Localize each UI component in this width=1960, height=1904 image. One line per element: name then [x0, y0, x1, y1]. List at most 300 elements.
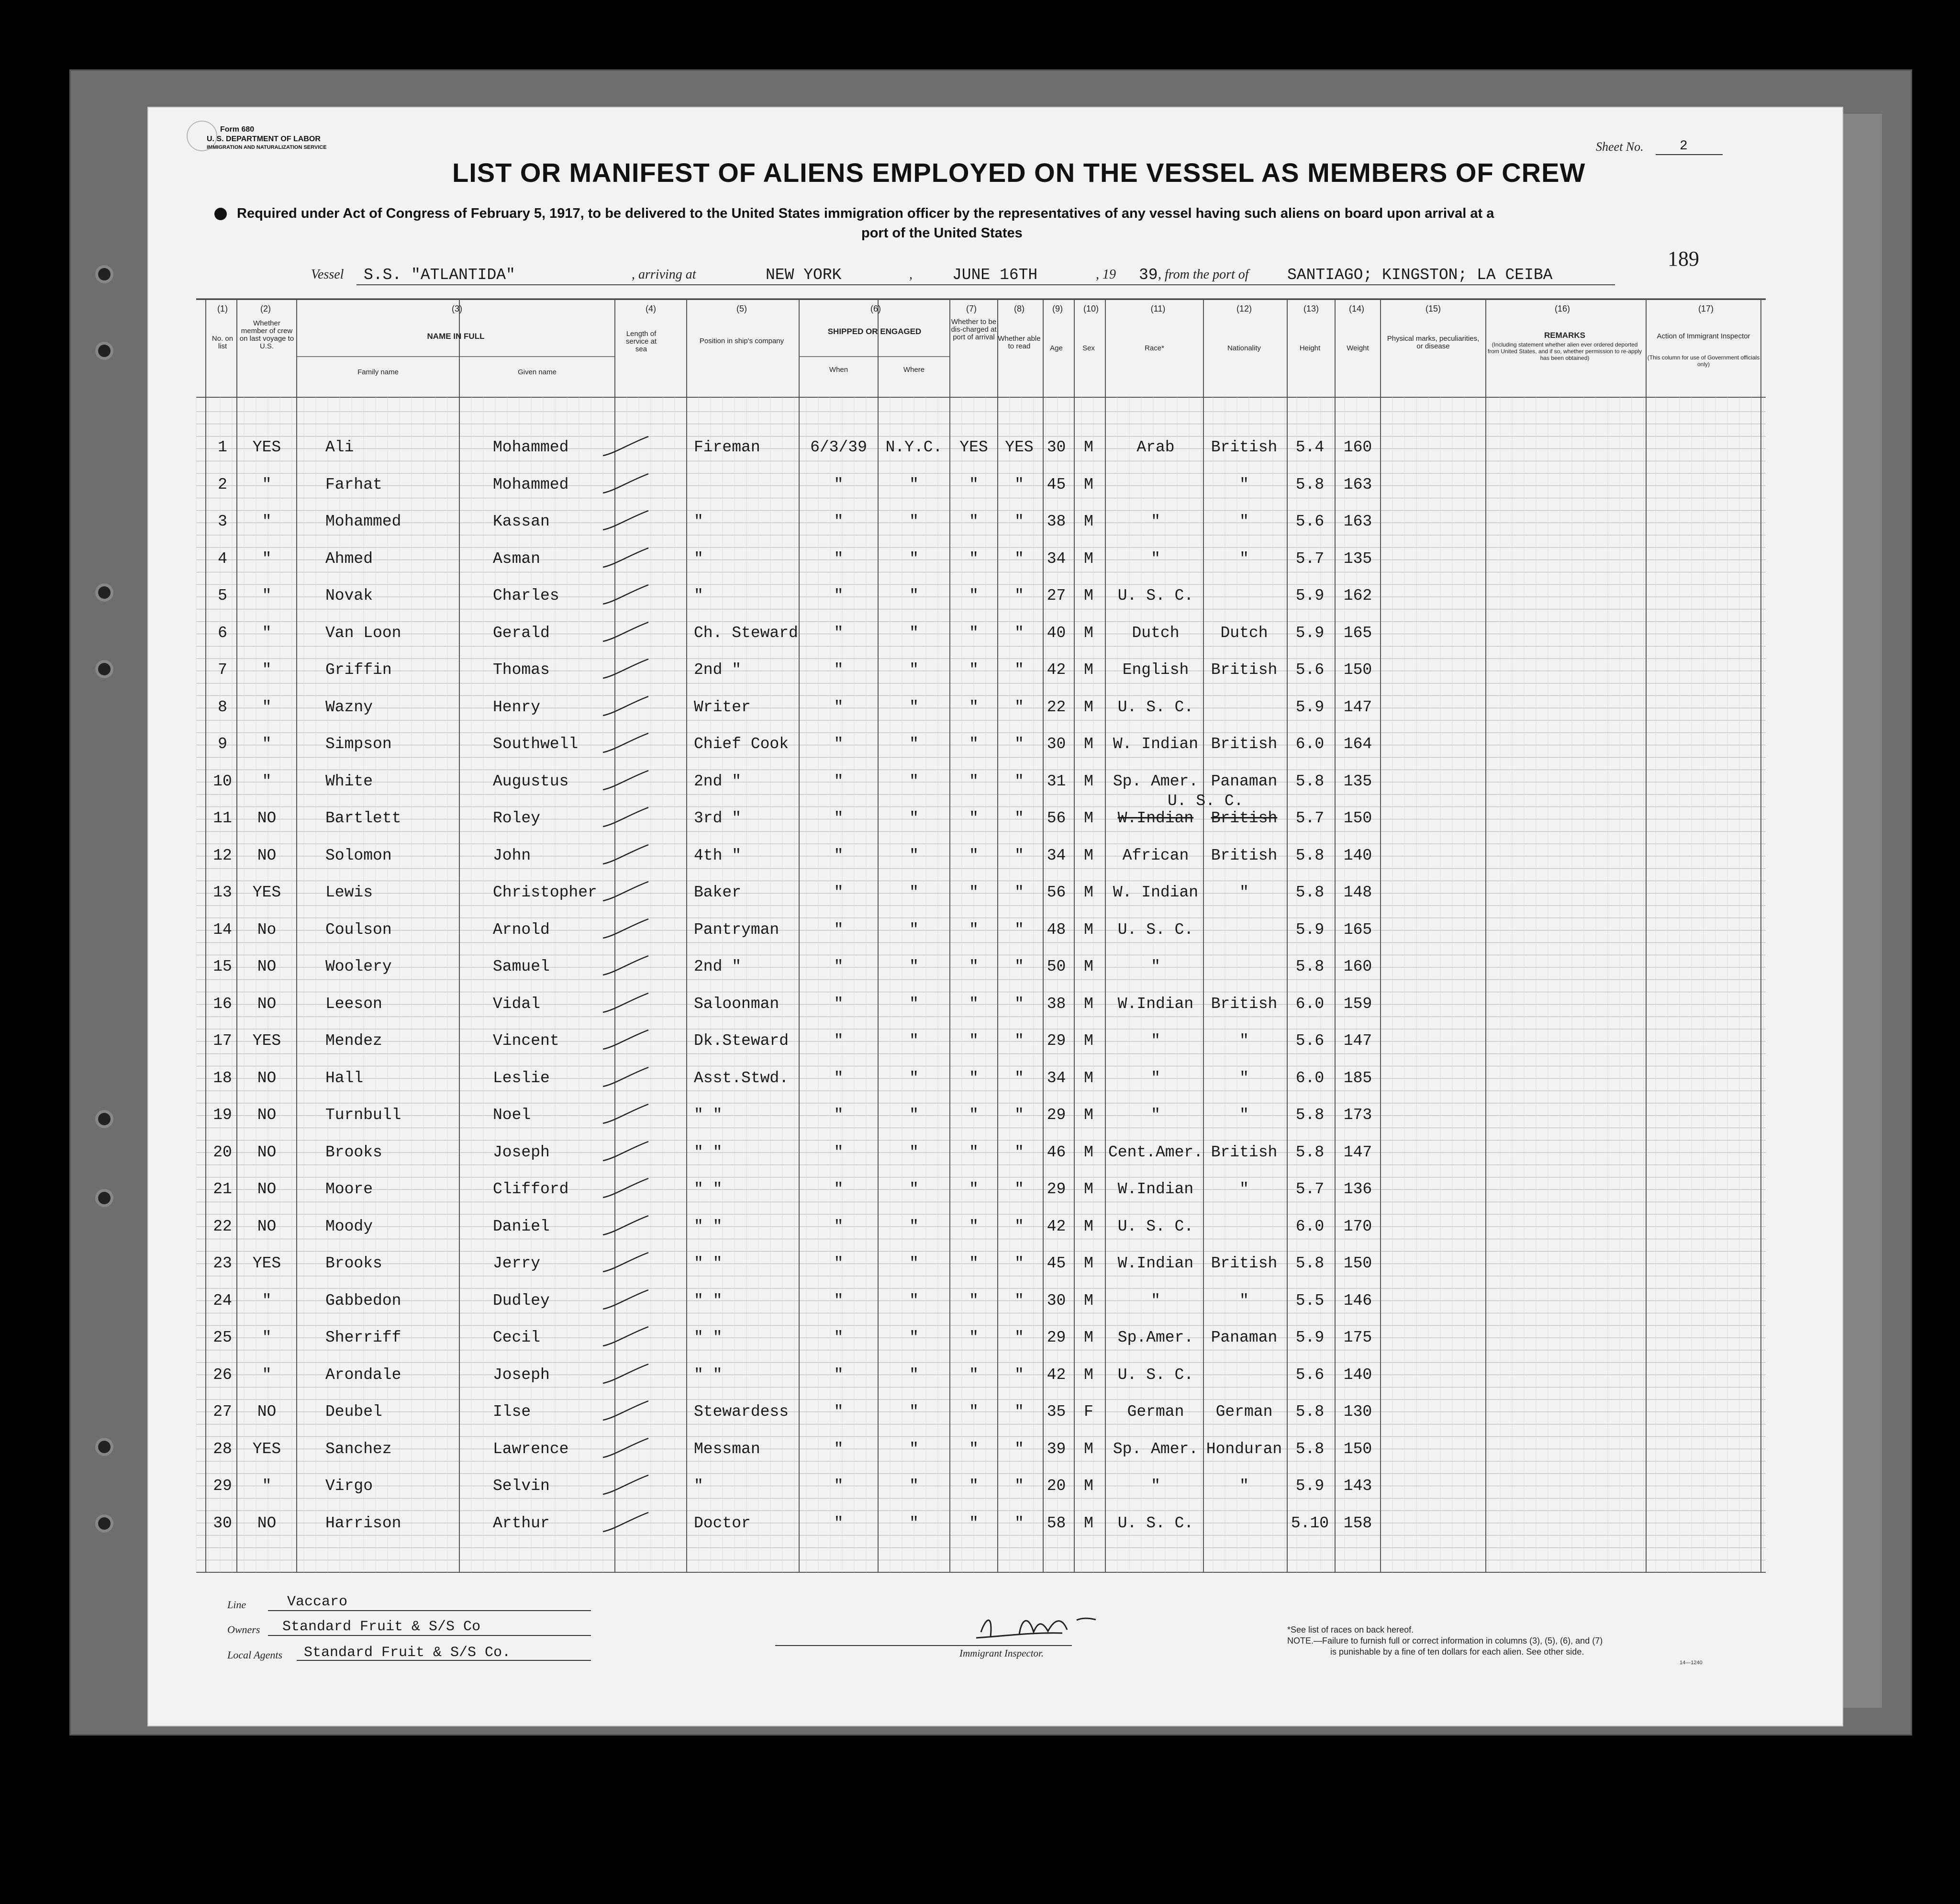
- cell-position: " ": [694, 1180, 723, 1198]
- cell-height: 5.7: [1295, 549, 1325, 568]
- cell-weight: 160: [1343, 958, 1372, 975]
- cell-height: 5.9: [1295, 624, 1325, 642]
- cell-where: ": [909, 1366, 919, 1384]
- cell-race: ": [1151, 1477, 1160, 1495]
- cell-height: 5.4: [1295, 438, 1325, 456]
- cell-family: Wazny: [325, 698, 373, 716]
- cell-age: 42: [1047, 661, 1066, 679]
- cell-when: ": [834, 920, 844, 939]
- cell-where: ": [909, 1291, 919, 1310]
- cell-age: 46: [1047, 1143, 1066, 1161]
- cell-weight: 185: [1343, 1069, 1372, 1087]
- cell-race: U. S. C.: [1117, 1514, 1194, 1532]
- cell-given: Arthur: [493, 1514, 550, 1532]
- cell-age: 34: [1047, 846, 1066, 864]
- cell-nat: British: [1211, 1254, 1278, 1272]
- cell-height: 5.9: [1295, 920, 1325, 939]
- cell-when: ": [834, 1366, 844, 1384]
- cell-nat: British: [1211, 1143, 1278, 1161]
- cell-read: ": [1014, 1254, 1024, 1272]
- hdr-position: Position in ship's company: [699, 337, 784, 345]
- hdr-no-on-list: No. on list: [212, 335, 234, 350]
- cell-weight: 160: [1343, 438, 1372, 456]
- cell-given: Kassan: [493, 513, 550, 530]
- cell-nat: ": [1239, 1291, 1249, 1310]
- cell-height: 5.8: [1295, 1440, 1325, 1458]
- cell-given: Arnold: [493, 920, 550, 939]
- cell-when: ": [834, 958, 844, 975]
- cell-race: U. S. C.: [1117, 1366, 1194, 1384]
- cell-family: Leeson: [325, 995, 382, 1013]
- cell-nat: British: [1211, 995, 1278, 1013]
- cell-no: 8: [218, 698, 227, 716]
- cell-age: 29: [1047, 1032, 1066, 1050]
- line-label: Line: [227, 1599, 246, 1611]
- cell-read: ": [1014, 1514, 1024, 1532]
- cell-sex: M: [1084, 1329, 1093, 1346]
- hdr-when: When: [829, 366, 848, 374]
- cell-position: ": [694, 549, 703, 568]
- cell-weight: 165: [1343, 624, 1372, 642]
- cell-no: 5: [218, 587, 227, 605]
- cell-disch: ": [969, 772, 979, 790]
- cell-disch: ": [969, 624, 979, 642]
- cell-read: ": [1014, 624, 1024, 642]
- cell-where: ": [909, 884, 919, 901]
- cell-where: ": [909, 1069, 919, 1087]
- cell-last: ": [262, 1291, 272, 1310]
- hdr-remarks: REMARKS: [1544, 331, 1585, 340]
- cell-disch: ": [969, 1254, 979, 1272]
- cell-sex: M: [1084, 809, 1093, 827]
- cell-nat: British: [1211, 438, 1278, 456]
- cell-nat: British: [1211, 661, 1278, 679]
- cell-weight: 150: [1343, 809, 1372, 827]
- col-num-8: (8): [1014, 304, 1025, 314]
- cell-height: 5.9: [1295, 587, 1325, 605]
- cell-when: ": [834, 1180, 844, 1198]
- cell-family: Harrison: [325, 1514, 401, 1532]
- cell-where: ": [909, 1514, 919, 1532]
- cell-given: Joseph: [493, 1366, 550, 1384]
- cell-nat: British: [1211, 846, 1278, 864]
- cell-age: 34: [1047, 549, 1066, 568]
- cell-race: Sp. Amer.: [1113, 1440, 1199, 1458]
- cell-height: 5.6: [1295, 661, 1325, 679]
- cell-nat: British: [1211, 735, 1278, 753]
- cell-read: ": [1014, 587, 1024, 605]
- cell-age: 50: [1047, 958, 1066, 975]
- cell-family: Van Loon: [325, 624, 401, 642]
- cell-family: Hall: [325, 1069, 364, 1087]
- cell-last: YES: [252, 1254, 281, 1272]
- tick-mark-icon: [601, 617, 653, 646]
- cell-position: Saloonman: [694, 995, 780, 1013]
- cell-race: ": [1151, 1291, 1160, 1310]
- cell-last: ": [262, 661, 272, 679]
- cell-position: 4th ": [694, 846, 742, 864]
- cell-where: ": [909, 587, 919, 605]
- agents-label: Local Agents: [227, 1649, 283, 1661]
- col-num-11: (11): [1150, 304, 1166, 314]
- cell-when: ": [834, 475, 844, 493]
- cell-weight: 163: [1343, 513, 1372, 530]
- cell-read: YES: [1005, 438, 1034, 456]
- cell-when: ": [834, 513, 844, 530]
- cell-race: Dutch: [1132, 624, 1180, 642]
- cell-family: Sherriff: [325, 1329, 401, 1346]
- cell-age: 56: [1047, 884, 1066, 901]
- cell-family: Ali: [325, 438, 354, 456]
- cell-race: U. S. C.: [1117, 698, 1194, 716]
- cell-position: " ": [694, 1254, 723, 1272]
- cell-no: 25: [213, 1329, 232, 1346]
- cell-given: Daniel: [493, 1217, 550, 1235]
- cell-sex: M: [1084, 698, 1093, 716]
- hdr-age: Age: [1050, 344, 1063, 352]
- cell-where: ": [909, 846, 919, 864]
- cell-when: ": [834, 1217, 844, 1235]
- cell-age: 30: [1047, 1291, 1066, 1310]
- cell-when: ": [834, 1254, 844, 1272]
- department-name: U. S. DEPARTMENT OF LABOR: [207, 135, 321, 143]
- hdr-height: Height: [1299, 344, 1321, 352]
- hdr-given-name: Given name: [518, 368, 557, 376]
- cell-last: NO: [257, 1403, 277, 1421]
- cell-height: 5.6: [1295, 1032, 1325, 1050]
- cell-age: 42: [1047, 1217, 1066, 1235]
- col-num-13: (13): [1303, 304, 1319, 314]
- tick-mark-icon: [601, 766, 653, 795]
- cell-age: 29: [1047, 1180, 1066, 1198]
- cell-when: ": [834, 809, 844, 827]
- cell-where: ": [909, 958, 919, 975]
- cell-last: YES: [252, 884, 281, 901]
- cell-no: 10: [213, 772, 232, 790]
- cell-given: Clifford: [493, 1180, 569, 1198]
- cell-given: Joseph: [493, 1143, 550, 1161]
- cell-family: Simpson: [325, 735, 392, 753]
- tick-mark-icon: [601, 580, 653, 609]
- cell-disch: ": [969, 475, 979, 493]
- cell-no: 30: [213, 1514, 232, 1532]
- cell-no: 19: [213, 1106, 232, 1124]
- tick-mark-icon: [601, 1470, 653, 1499]
- cell-age: 58: [1047, 1514, 1066, 1532]
- arrival-year: 39: [1139, 266, 1158, 284]
- form-number: Form 680: [220, 125, 255, 134]
- cell-race: W.Indian: [1117, 995, 1194, 1013]
- cell-age: 45: [1047, 1254, 1066, 1272]
- cell-last: NO: [257, 1069, 277, 1087]
- cell-where: ": [909, 475, 919, 493]
- hdr-length-service: Length of service at sea: [625, 330, 657, 353]
- cell-sex: M: [1084, 624, 1093, 642]
- note-penalty: NOTE.—Failure to furnish full or correct information in columns (3), (5), (6), and (7): [1287, 1636, 1603, 1646]
- hdr-remarks-sub: (Including statement whether alien ever ordered deported from United States, and if so, whether permission to re-apply has been obtained): [1487, 341, 1642, 361]
- cell-sex: M: [1084, 1106, 1093, 1124]
- note-penalty-2: is punishable by a fine of ten dollars for each alien. See other side.: [1330, 1647, 1584, 1657]
- hdr-discharged: Whether to be dis-charged at port of arrival: [951, 318, 997, 341]
- cell-where: ": [909, 549, 919, 568]
- hdr-name-in-full: NAME IN FULL: [427, 332, 485, 341]
- cell-sex: M: [1084, 1032, 1093, 1050]
- col-num-10: (10): [1083, 304, 1099, 314]
- cell-no: 3: [218, 513, 227, 530]
- cell-last: NO: [257, 958, 277, 975]
- cell-race: U. S. C.: [1117, 1217, 1194, 1235]
- cell-last: NO: [257, 1217, 277, 1235]
- cell-no: 20: [213, 1143, 232, 1161]
- cell-race: German: [1127, 1403, 1184, 1421]
- cell-race: ": [1151, 958, 1160, 975]
- cell-disch: ": [969, 1143, 979, 1161]
- cell-last: YES: [252, 438, 281, 456]
- cell-no: 1: [218, 438, 227, 456]
- tick-mark-icon: [601, 1396, 653, 1425]
- cell-race: W. Indian: [1113, 884, 1199, 901]
- tick-mark-icon: [601, 654, 653, 683]
- cell-where: ": [909, 1403, 919, 1421]
- cell-sex: M: [1084, 1180, 1093, 1198]
- cell-where: ": [909, 1254, 919, 1272]
- cell-given: Vincent: [493, 1032, 559, 1050]
- cell-weight: 164: [1343, 735, 1372, 753]
- hdr-where: Where: [903, 366, 925, 374]
- cell-disch: YES: [959, 438, 988, 456]
- cell-height: 5.7: [1295, 809, 1325, 827]
- cell-weight: 175: [1343, 1329, 1372, 1346]
- print-code: 14—1240: [1680, 1660, 1703, 1666]
- cell-height: 5.9: [1295, 698, 1325, 716]
- tick-mark-icon: [601, 803, 653, 831]
- cell-disch: ": [969, 1366, 979, 1384]
- cell-race: Cent.Amer.: [1108, 1143, 1203, 1161]
- cell-height: 5.8: [1295, 884, 1325, 901]
- cell-height: 5.8: [1295, 1403, 1325, 1421]
- cell-read: ": [1014, 1069, 1024, 1087]
- cell-sex: M: [1084, 475, 1093, 493]
- cell-nat: ": [1239, 513, 1249, 530]
- cell-when: ": [834, 1514, 844, 1532]
- cell-read: ": [1014, 920, 1024, 939]
- cell-family: Gabbedon: [325, 1291, 401, 1310]
- cell-when: ": [834, 1032, 844, 1050]
- cell-race: English: [1122, 661, 1189, 679]
- cell-race: W.Indian: [1117, 1254, 1194, 1272]
- cell-age: 35: [1047, 1403, 1066, 1421]
- cell-when: ": [834, 1329, 844, 1346]
- cell-position: Doctor: [694, 1514, 751, 1532]
- cell-family: Lewis: [325, 884, 373, 901]
- cell-weight: 140: [1343, 1366, 1372, 1384]
- tick-mark-icon: [601, 1025, 653, 1054]
- cell-sex: M: [1084, 438, 1093, 456]
- hdr-able-read: Whether able to read: [998, 335, 1041, 350]
- cell-race: ": [1151, 1032, 1160, 1050]
- cell-sex: M: [1084, 1440, 1093, 1458]
- cell-when: ": [834, 661, 844, 679]
- cell-read: ": [1014, 1440, 1024, 1458]
- cell-weight: 158: [1343, 1514, 1372, 1532]
- departure-ports: SANTIAGO; KINGSTON; LA CEIBA: [1287, 266, 1553, 284]
- cell-nat: ": [1239, 1106, 1249, 1124]
- hdr-shipped: SHIPPED OR ENGAGED: [827, 327, 922, 336]
- cell-given: John: [493, 846, 531, 864]
- cell-nat: Panaman: [1211, 772, 1278, 790]
- cell-last: NO: [257, 846, 277, 864]
- cell-where: ": [909, 1440, 919, 1458]
- inspector-signature: [967, 1603, 1148, 1646]
- cell-no: 18: [213, 1069, 232, 1087]
- cell-last: No: [257, 920, 277, 939]
- cell-height: 5.9: [1295, 1329, 1325, 1346]
- cell-age: 31: [1047, 772, 1066, 790]
- cell-last: YES: [252, 1032, 281, 1050]
- cell-weight: 170: [1343, 1217, 1372, 1235]
- cell-position: Messman: [694, 1440, 760, 1458]
- cell-sex: M: [1084, 995, 1093, 1013]
- cell-sex: M: [1084, 846, 1093, 864]
- hdr-physical: Physical marks, peculiarities, or disease: [1387, 335, 1480, 350]
- owners-underline: [268, 1635, 591, 1636]
- cell-last: ": [262, 1366, 272, 1384]
- cell-read: ": [1014, 549, 1024, 568]
- arriving-label: , arriving at: [632, 267, 696, 282]
- col-num-17: (17): [1698, 304, 1714, 314]
- cell-sex: M: [1084, 772, 1093, 790]
- cell-position: Stewardess: [694, 1403, 789, 1421]
- cell-position: Ch. Steward: [694, 624, 798, 642]
- tick-mark-icon: [601, 506, 653, 535]
- cell-family: Farhat: [325, 475, 382, 493]
- form-title: LIST OR MANIFEST OF ALIENS EMPLOYED ON THE VESSEL AS MEMBERS OF CREW: [452, 157, 1586, 188]
- cell-age: 30: [1047, 438, 1066, 456]
- service-name: IMMIGRATION AND NATURALIZATION SERVICE: [207, 145, 327, 150]
- cell-family: Sanchez: [325, 1440, 392, 1458]
- cell-family: Mendez: [325, 1032, 382, 1050]
- cell-age: 38: [1047, 513, 1066, 530]
- cell-disch: ": [969, 735, 979, 753]
- col-num-15: (15): [1425, 304, 1441, 314]
- cell-no: 16: [213, 995, 232, 1013]
- cell-read: ": [1014, 772, 1024, 790]
- vessel-name: S.S. "ATLANTIDA": [364, 266, 515, 284]
- inspector-underline: [775, 1645, 1072, 1646]
- tick-mark-icon: [601, 1434, 653, 1462]
- cell-nat: Panaman: [1211, 1329, 1278, 1346]
- cell-weight: 150: [1343, 1254, 1372, 1272]
- cell-no: 14: [213, 920, 232, 939]
- cell-disch: ": [969, 1403, 979, 1421]
- col-num-2: (2): [260, 304, 271, 314]
- cell-height: 6.0: [1295, 735, 1325, 753]
- cell-race: W.Indian: [1117, 809, 1194, 827]
- cell-height: 5.10: [1291, 1514, 1329, 1532]
- tick-mark-icon: [601, 1508, 653, 1536]
- tick-mark-icon: [601, 1322, 653, 1351]
- cell-when: ": [834, 1291, 844, 1310]
- col-num-7: (7): [966, 304, 977, 314]
- cell-last: NO: [257, 809, 277, 827]
- cell-no: 11: [213, 809, 232, 827]
- cell-when: ": [834, 1069, 844, 1087]
- cell-where: ": [909, 1329, 919, 1346]
- cell-family: Virgo: [325, 1477, 373, 1495]
- cell-sex: M: [1084, 735, 1093, 753]
- cell-race: ": [1151, 549, 1160, 568]
- cell-given: Southwell: [493, 735, 579, 753]
- cell-where: ": [909, 1477, 919, 1495]
- cell-no: 24: [213, 1291, 232, 1310]
- cell-given: Selvin: [493, 1477, 550, 1495]
- cell-position: 2nd ": [694, 661, 742, 679]
- year-prefix: , 19: [1096, 267, 1116, 282]
- col-num-6: (6): [870, 304, 881, 314]
- cell-position: " ": [694, 1106, 723, 1124]
- tick-mark-icon: [601, 914, 653, 943]
- cell-sex: M: [1084, 1069, 1093, 1087]
- cell-given: Samuel: [493, 958, 550, 975]
- col-num-12: (12): [1236, 304, 1252, 314]
- cell-height: 5.8: [1295, 958, 1325, 975]
- cell-sex: M: [1084, 1514, 1093, 1532]
- cell-given: Lawrence: [493, 1440, 569, 1458]
- cell-position: Dk.Steward: [694, 1032, 789, 1050]
- cell-disch: ": [969, 1329, 979, 1346]
- cell-read: ": [1014, 698, 1024, 716]
- owners-value: Standard Fruit & S/S Co: [282, 1619, 481, 1635]
- cell-weight: 147: [1343, 1032, 1372, 1050]
- cell-last: NO: [257, 1514, 277, 1532]
- cell-where: ": [909, 1180, 919, 1198]
- cell-nat: ": [1239, 1180, 1249, 1198]
- cell-no: 4: [218, 549, 227, 568]
- cell-where: ": [909, 809, 919, 827]
- cell-disch: ": [969, 1440, 979, 1458]
- tick-mark-icon: [601, 692, 653, 720]
- cell-where: ": [909, 1143, 919, 1161]
- cell-race: U. S. C.: [1117, 920, 1194, 939]
- cell-sex: M: [1084, 549, 1093, 568]
- cell-height: 5.8: [1295, 1106, 1325, 1124]
- cell-last: NO: [257, 1143, 277, 1161]
- cell-weight: 150: [1343, 1440, 1372, 1458]
- tick-mark-icon: [601, 877, 653, 906]
- inspector-label: Immigrant Inspector.: [959, 1647, 1044, 1659]
- cell-given: Noel: [493, 1106, 531, 1124]
- stamp-number: 189: [1668, 247, 1699, 270]
- col-num-16: (16): [1554, 304, 1570, 314]
- cell-family: Griffin: [325, 661, 392, 679]
- cell-sex: F: [1084, 1403, 1093, 1421]
- cell-last: ": [262, 735, 272, 753]
- cell-family: Mohammed: [325, 513, 401, 530]
- tick-mark-icon: [601, 988, 653, 1017]
- cell-height: 5.6: [1295, 513, 1325, 530]
- cell-disch: ": [969, 513, 979, 530]
- cell-last: ": [262, 1329, 272, 1346]
- cell-where: ": [909, 772, 919, 790]
- cell-nat: ": [1239, 1069, 1249, 1087]
- cell-given: Charles: [493, 587, 559, 605]
- cell-position: " ": [694, 1291, 723, 1310]
- cell-no: 13: [213, 884, 232, 901]
- cell-race: ": [1151, 1069, 1160, 1087]
- cell-sex: M: [1084, 587, 1093, 605]
- col-num-1: (1): [217, 304, 228, 314]
- cell-weight: 165: [1343, 920, 1372, 939]
